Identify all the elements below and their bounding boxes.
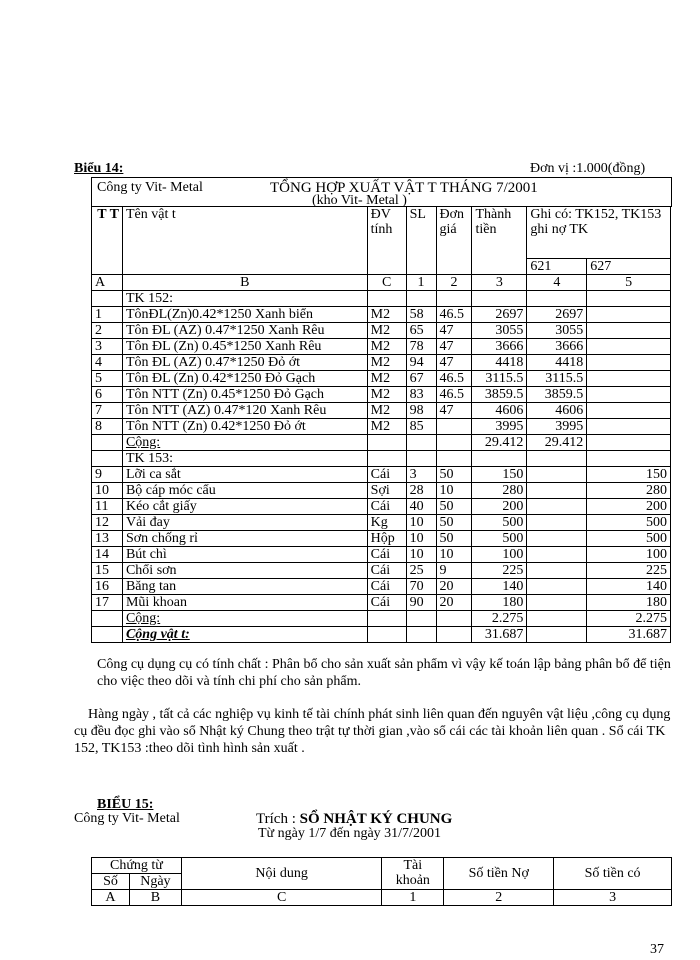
company-name: Công ty Vit- Metal [97,180,203,195]
group-title-row [92,451,671,467]
header-frame [91,177,672,207]
cell-c627: 500 [587,515,671,531]
cell-c621: 4418 [527,355,587,371]
total-row [92,611,671,627]
cell-c627 [587,307,671,323]
cell-dv: Hộp [367,531,406,547]
cell-name: Tôn ĐL (AZ) 0.47*1250 Xanh Rêu [122,323,367,339]
cell-tt: 17 [92,595,123,611]
cell-dv: Cái [367,547,406,563]
letter-cell: 1 [406,275,436,291]
table-row [92,371,671,387]
cell-c627: 140 [587,579,671,595]
journal-letters-row [92,890,672,906]
cell-name: Tôn ĐL (AZ) 0.47*1250 Đỏ ớt [122,355,367,371]
cell-thanh_tien: 140 [472,579,527,595]
table-row [92,355,671,371]
summary-table [91,206,671,643]
cell-tt: 11 [92,499,123,515]
cell-c621 [527,531,587,547]
cell-thanh_tien: 150 [472,467,527,483]
cell-dv: Cái [367,595,406,611]
cell-dv: Cái [367,563,406,579]
col-chung-tu: Chứng từ [92,858,182,874]
cell-thanh_tien: 225 [472,563,527,579]
table-row [92,579,671,595]
cell-thanh_tien: 4606 [472,403,527,419]
cell-tt: 5 [92,371,123,387]
cell-c621: 3055 [527,323,587,339]
total-c627: 2.275 [587,611,671,627]
table-row [92,339,671,355]
cell-c627 [587,387,671,403]
cell-c627 [587,419,671,435]
col-name-header: Tên vật t [122,207,367,275]
total-thanh_tien: 29.412 [472,435,527,451]
cell-c621 [527,483,587,499]
cell-c621 [527,467,587,483]
cell-sl: 65 [406,323,436,339]
cell-c621 [527,579,587,595]
journal-header-row [92,858,672,874]
col-so: Số [92,874,130,890]
cell-name: Bộ cáp móc cẩu [122,483,367,499]
cell-sl: 3 [406,467,436,483]
letter-cell: C [181,890,382,906]
total-c627: 31.687 [587,627,671,643]
letter-cell: B [122,275,367,291]
col-amount-header: Thành tiền [472,207,527,275]
letter-cell: 2 [444,890,554,906]
cell-dv: Cái [367,499,406,515]
col-621-header: 621 [527,259,587,275]
group-title-row [92,291,671,307]
cell-dv: M2 [367,355,406,371]
table-row [92,307,671,323]
table-row [92,467,671,483]
cell-dv: Cái [367,579,406,595]
journal-title: Trích : SỔ NHẬT KÝ CHUNG [256,811,453,827]
table-row [92,323,671,339]
cell-dv: M2 [367,339,406,355]
cell-name: Sơn chống rỉ [122,531,367,547]
cell-sl: 10 [406,547,436,563]
cell-tt: 8 [92,419,123,435]
cell-c621 [527,515,587,531]
cell-dv: M2 [367,403,406,419]
cell-dg: 46.5 [436,387,472,403]
cell-name: Mũi khoan [122,595,367,611]
col-note-header: Ghi có: TK152, TK153 ghi nợ TK [527,207,671,259]
cell-thanh_tien: 2697 [472,307,527,323]
total-thanh_tien: 2.275 [472,611,527,627]
bieu-15-label: BIỂU 15: [97,797,154,812]
cell-thanh_tien: 500 [472,531,527,547]
report-title: TỔNG HỢP XUẤT VẬT T THÁNG 7/2001 [270,180,538,196]
cell-name: Lỡi ca sắt [122,467,367,483]
cell-dg: 47 [436,339,472,355]
cell-c627: 225 [587,563,671,579]
table-row [92,499,671,515]
cell-sl: 40 [406,499,436,515]
cell-sl: 94 [406,355,436,371]
cell-dg: 46.5 [436,371,472,387]
cell-c621 [527,563,587,579]
col-noi-dung: Nội dung [181,858,382,890]
cell-dg: 50 [436,499,472,515]
cell-thanh_tien: 3859.5 [472,387,527,403]
cell-tt: 2 [92,323,123,339]
cell-thanh_tien: 3115.5 [472,371,527,387]
cell-dg: 46.5 [436,307,472,323]
cell-dg: 10 [436,483,472,499]
cell-thanh_tien: 4418 [472,355,527,371]
cell-thanh_tien: 3995 [472,419,527,435]
cell-name: Tôn ĐL (Zn) 0.45*1250 Xanh Rêu [122,339,367,355]
group-title: TK 152: [122,291,367,307]
table-row [92,531,671,547]
cell-tt: 16 [92,579,123,595]
cell-dv: M2 [367,323,406,339]
letter-cell: 4 [527,275,587,291]
cell-c627 [587,339,671,355]
cell-c621 [527,499,587,515]
cell-name: Bút chì [122,547,367,563]
group-title: TK 153: [122,451,367,467]
cell-name: Chổi sơn [122,563,367,579]
letters-row [92,275,671,291]
cell-c627 [587,323,671,339]
cell-sl: 85 [406,419,436,435]
col-so-tien-co: Số tiền có [554,858,672,890]
cell-dv: Sợi [367,483,406,499]
cell-sl: 90 [406,595,436,611]
cell-tt: 15 [92,563,123,579]
cell-sl: 10 [406,515,436,531]
letter-cell: A [92,275,123,291]
table-row [92,403,671,419]
col-627-header: 627 [587,259,671,275]
table-row [92,515,671,531]
letter-cell: 3 [472,275,527,291]
company-name-2: Công ty Vit- Metal [74,811,180,826]
paragraph-1: Công cụ dụng cụ có tính chất : Phân bổ cho sản xuất sản phẩm vì vậy kế toán lập bảng phân bổ để tiện cho việc theo dõi và tính chi phí cho sản phẩm. [97,657,671,689]
journal-table [91,857,672,906]
table-header-row [92,207,671,259]
cell-c621: 3859.5 [527,387,587,403]
cell-thanh_tien: 180 [472,595,527,611]
table-row [92,563,671,579]
cell-tt: 14 [92,547,123,563]
cell-sl: 58 [406,307,436,323]
cell-sl: 10 [406,531,436,547]
cell-c621 [527,595,587,611]
cell-c621: 2697 [527,307,587,323]
cell-thanh_tien: 3666 [472,339,527,355]
cell-dv: M2 [367,371,406,387]
journal-date-range: Từ ngày 1/7 đến ngày 31/7/2001 [258,826,441,841]
report-subtitle: (kho Vit- Metal ) [312,193,407,208]
cell-c621: 3995 [527,419,587,435]
cell-sl: 67 [406,371,436,387]
table-row [92,547,671,563]
cell-c621: 3666 [527,339,587,355]
col-so-tien-no: Số tiền Nợ [444,858,554,890]
unit-label: Đơn vị :1.000(đồng) [530,161,646,176]
cell-dv: Cái [367,467,406,483]
cell-sl: 25 [406,563,436,579]
total-c621 [527,611,587,627]
letter-cell: 5 [587,275,671,291]
cell-name: Tôn NTT (AZ) 0.47*120 Xanh Rêu [122,403,367,419]
cell-c627: 500 [587,531,671,547]
total-label: Cộng: [122,611,367,627]
page-number: 37 [650,942,664,957]
cell-dg: 20 [436,595,472,611]
cell-name: Tôn ĐL (Zn) 0.42*1250 Đỏ Gạch [122,371,367,387]
cell-c627: 280 [587,483,671,499]
letter-cell: B [129,890,181,906]
cell-tt: 13 [92,531,123,547]
cell-dv: M2 [367,307,406,323]
cell-c627 [587,403,671,419]
cell-tt: 4 [92,355,123,371]
cell-tt: 9 [92,467,123,483]
cell-tt: 12 [92,515,123,531]
letter-cell: 3 [554,890,672,906]
cell-c627 [587,355,671,371]
letter-cell: 1 [382,890,444,906]
letter-cell: A [92,890,130,906]
cell-dg: 47 [436,403,472,419]
cell-name: Tôn NTT (Zn) 0.42*1250 Đỏ ớt [122,419,367,435]
cell-sl: 83 [406,387,436,403]
paragraph-2: Hàng ngày , tất cả các nghiệp vụ kinh tế tài chính phát sinh liên quan đến nguyên vật liệu ,công cụ dụng cụ đều đọc ghi vào sổ Nhật ký Chung theo trật tự thời gian ,vào sổ cái các tài khoản liên quan . Sổ cái TK 152, TK153 :theo dõi tình hình sản xuất . [74,707,671,756]
cell-name: Băng tan [122,579,367,595]
cell-dv: M2 [367,419,406,435]
cell-thanh_tien: 280 [472,483,527,499]
total-label: Cộng: [122,435,367,451]
cell-thanh_tien: 500 [472,515,527,531]
cell-dv: Kg [367,515,406,531]
letter-cell: C [367,275,406,291]
cell-name: Vải đay [122,515,367,531]
cell-name: TônĐL(Zn)0.42*1250 Xanh biển [122,307,367,323]
total-label: Cộng vật t: [122,627,367,643]
total-row [92,435,671,451]
cell-tt: 3 [92,339,123,355]
cell-name: Tôn NTT (Zn) 0.45*1250 Đỏ Gạch [122,387,367,403]
cell-c627: 100 [587,547,671,563]
table-row [92,419,671,435]
cell-tt: 1 [92,307,123,323]
cell-dg: 50 [436,531,472,547]
cell-dg [436,419,472,435]
col-tai-khoan: Tài khoản [382,858,444,890]
table-row [92,483,671,499]
cell-c621: 4606 [527,403,587,419]
col-qty-header: SL [406,207,436,275]
cell-tt: 10 [92,483,123,499]
col-price-header: Đơn giá [436,207,472,275]
cell-dg: 10 [436,547,472,563]
total-c621 [527,627,587,643]
cell-sl: 28 [406,483,436,499]
cell-c627: 200 [587,499,671,515]
col-ngay: Ngày [129,874,181,890]
cell-name: Kéo cắt giấy [122,499,367,515]
cell-sl: 78 [406,339,436,355]
cell-tt: 6 [92,387,123,403]
cell-dg: 47 [436,323,472,339]
cell-dg: 50 [436,515,472,531]
cell-dg: 9 [436,563,472,579]
cell-thanh_tien: 100 [472,547,527,563]
cell-c627: 180 [587,595,671,611]
cell-sl: 98 [406,403,436,419]
cell-c621: 3115.5 [527,371,587,387]
total-row [92,627,671,643]
cell-c621 [527,547,587,563]
table-row [92,595,671,611]
cell-c627: 150 [587,467,671,483]
col-unit-header: ĐV tính [367,207,406,275]
cell-sl: 70 [406,579,436,595]
cell-thanh_tien: 200 [472,499,527,515]
col-tt-header: T T [92,207,123,275]
cell-dg: 47 [436,355,472,371]
letter-cell: 2 [436,275,472,291]
bieu-14-label: Biểu 14: [74,161,124,176]
cell-thanh_tien: 3055 [472,323,527,339]
cell-dv: M2 [367,387,406,403]
total-thanh_tien: 31.687 [472,627,527,643]
cell-c627 [587,371,671,387]
total-c627 [587,435,671,451]
cell-tt: 7 [92,403,123,419]
table-row [92,387,671,403]
total-c621: 29.412 [527,435,587,451]
cell-dg: 20 [436,579,472,595]
cell-dg: 50 [436,467,472,483]
